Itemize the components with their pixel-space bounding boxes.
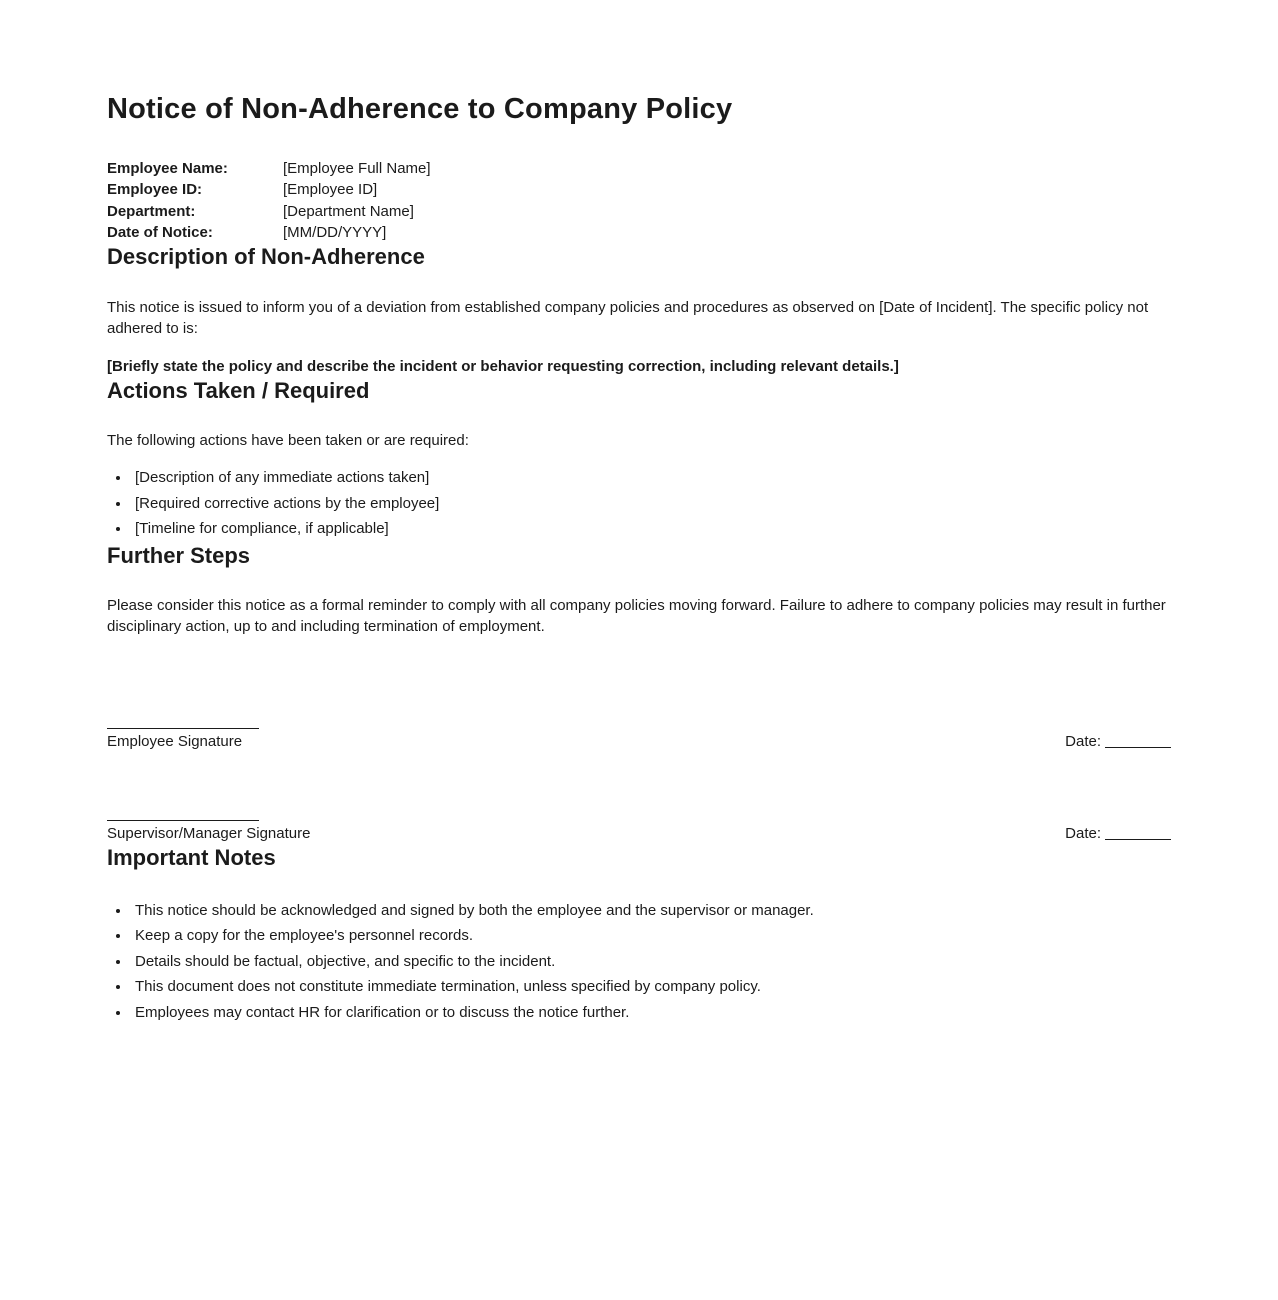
- section-heading-important-notes: Important Notes: [107, 844, 276, 870]
- field-label: Date of Notice:: [107, 223, 213, 241]
- list-item: • Employees may contact HR for clarification or to discuss the notice further.: [131, 1000, 1171, 1026]
- list-item: • [Timeline for compliance, if applicable]: [131, 516, 1171, 542]
- section-heading-further-steps: Further Steps: [107, 542, 251, 568]
- supervisor-date-block: [1065, 823, 1171, 844]
- employee-info-block: [107, 158, 1171, 243]
- description-placeholder: [Briefly state the policy and describe the incident or behavior requesting correction, including relevant details.]: [107, 357, 899, 375]
- field-label: Employee Name:: [107, 160, 228, 177]
- document-title: Notice of Non-Adherence to Company Policy: [107, 93, 733, 125]
- employee-date-block: [1065, 731, 1171, 752]
- supervisor-signature-label: Supervisor/Manager Signature: [107, 824, 311, 842]
- field-label: Department:: [107, 202, 196, 220]
- important-notes-list: [107, 898, 1171, 1026]
- field-date-of-notice: [107, 222, 1171, 243]
- field-employee-id: [107, 179, 1171, 200]
- list-item: • This document does not constitute immediate termination, unless specified by company policy.: [131, 974, 1171, 1000]
- further-steps-paragraph: Please consider this notice as a formal reminder to comply with all company policies moving forward. Failure to adhere to company policies may result in further disciplinary action, up to and including termination of employment.: [107, 596, 1166, 635]
- supervisor-signature-line: [107, 820, 259, 821]
- list-item: • This notice should be acknowledged and signed by both the employee and the supervisor or manager.: [131, 898, 1171, 924]
- list-item: • Keep a copy for the employee's personnel records.: [131, 923, 1171, 949]
- date-label: Date:: [1065, 733, 1101, 751]
- field-label: Employee ID:: [107, 181, 203, 199]
- list-item: • [Description of any immediate actions taken]: [131, 465, 1171, 491]
- field-value-placeholder: [Department Name]: [283, 202, 414, 220]
- employee-signature-line: [107, 728, 259, 729]
- supervisor-date-line: [1105, 826, 1171, 840]
- field-department: [107, 201, 1171, 222]
- list-item: • Details should be factual, objective, and specific to the incident.: [131, 949, 1171, 975]
- actions-intro: The following actions have been taken or are required:: [107, 431, 469, 449]
- field-employee-name: [107, 158, 1171, 179]
- section-heading-description: Description of Non-Adherence: [107, 244, 425, 269]
- employee-signature-label: Employee Signature: [107, 733, 243, 751]
- supervisor-signature-block: [107, 820, 310, 844]
- field-value-placeholder: [Employee Full Name]: [283, 160, 431, 177]
- list-item: • [Required corrective actions by the employee]: [131, 491, 1171, 517]
- employee-signature-block: [107, 728, 259, 752]
- date-label: Date:: [1065, 824, 1101, 842]
- description-paragraph: This notice is issued to inform you of a deviation from established company policies and procedures as observed on [Date of Incident]. The specific policy not adhered to is:: [107, 299, 1149, 338]
- employee-date-line: [1105, 734, 1171, 748]
- employee-signature-row: [107, 728, 1171, 752]
- actions-list: [107, 465, 1171, 542]
- section-heading-actions: Actions Taken / Required: [107, 377, 370, 403]
- field-value-placeholder: [MM/DD/YYYY]: [283, 223, 387, 241]
- field-value-placeholder: [Employee ID]: [283, 181, 378, 199]
- supervisor-signature-row: [107, 820, 1171, 844]
